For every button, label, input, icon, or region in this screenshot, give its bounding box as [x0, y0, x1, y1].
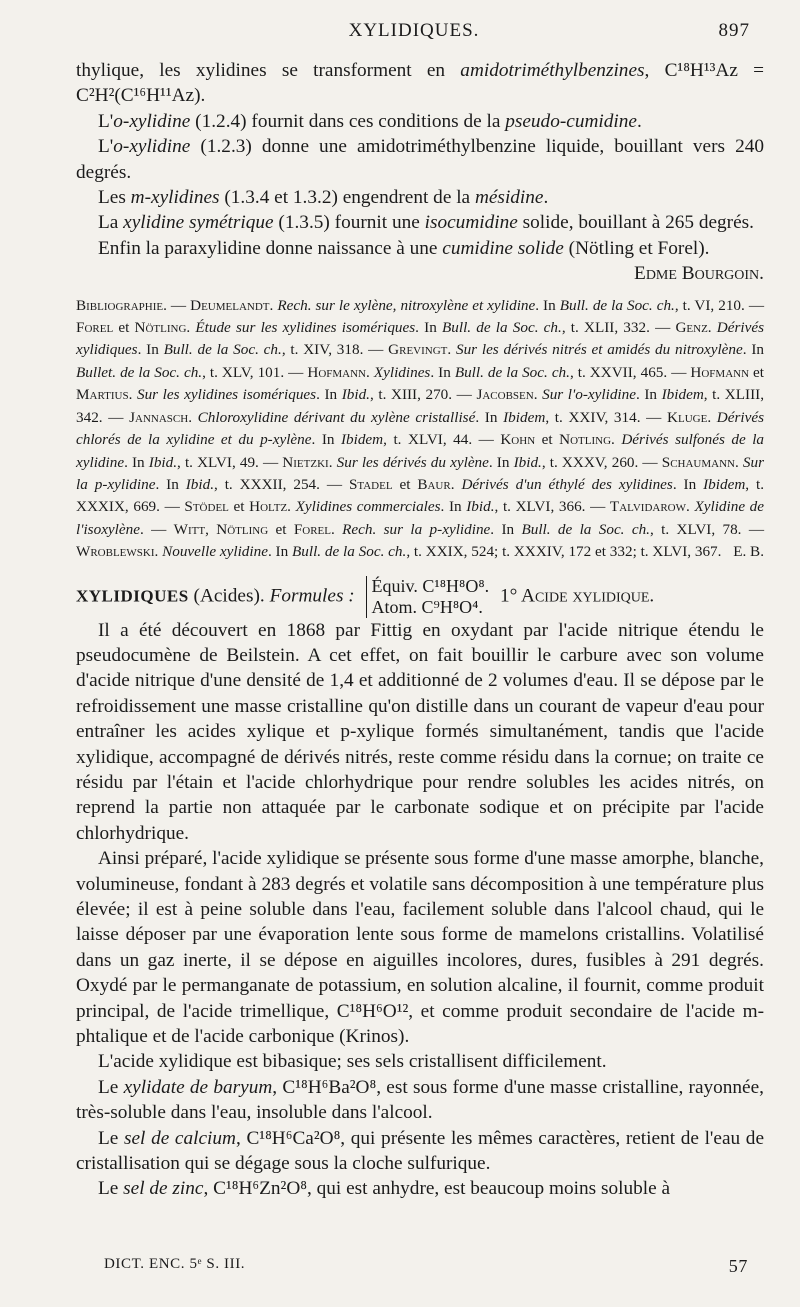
paragraph: Les m-xylidines (1.3.4 et 1.3.2) engendrent de la mésidine.: [98, 187, 549, 209]
footer-signature: DICT. ENC. 5ᵉ S. III.: [104, 1256, 246, 1272]
header-title: XYLIDIQUES.: [348, 20, 480, 41]
headword: XYLIDIQUES: [76, 585, 189, 605]
bibliography-initials: E. B.: [733, 543, 764, 561]
bibliography-label: Bibliographie.: [76, 296, 167, 314]
author-signature: Edme Bourgoin.: [634, 263, 764, 285]
paragraph: Enfin la paraxylidine donne naissance à une cumidine solide (Nötling et Forel).: [98, 237, 710, 259]
paragraph: La xylidine symétrique (1.3.5) fournit une isocumidine solide, bouillant à 265 degrés.: [98, 212, 754, 234]
paragraph: Il a été découvert en 1868 par Fittig en oxydant par l'acide nitrique étendu le pseudocumène de Beilstein. A cet effet, on fait bouillir le carbure avec son volume d'acide nitrique d'une densité de 1,4 et additionné de 2 volumes d'eau. Il se dépose par le refroidissement une masse cristalline qu'on distille dans un courant de vapeur d'eau pour entraîner les acides xylique et p-xylique formés simultanément, tandis que l'acide xylidique, accompagné de dérivés nitrés, reste comme résidu dans la cornue; on traite ce résidu par l'étain et l'acide chlorhydrique pour rendre solubles les acides nitrés, on reprend la partie non attaquée par le carbonate sodique et on précipite par l'acide chlorhydrique.: [76, 619, 764, 844]
bibliography: Bibliographie. — Deumelandt. Rech. sur le xylène, nitroxylène et xylidine. In Bull. de la Soc. ch., t. VI, 210. — Forel et Nötling. Étude sur les xylidines isomériques. In Bull. de la Soc. ch., t. XLII, 332. — Genz. Dérivés xylidiques. In Bull. de la Soc. ch., t. XIV, 318. — Grevingt. Sur les dérivés nitrés et amidés du nitroxylène. In Bullet. de la Soc. ch., t. XLV, 101. — Hofmann. Xylidines. In Bull. de la Soc. ch., t. XXVII, 465. — Hofmann et Martius. Sur les xylidines isomériques. In Ibid., t. XIII, 270. — Jacobsen. Sur l'o-xylidine. In Ibidem, t. XLIII, 342. — Jannasch. Chloroxylidine dérivant du xylène cristallisé. In Ibidem, t. XXIV, 314. — Kluge. Dérivés chlorés de la xylidine et du p-xylène. In Ibidem, t. XLVI, 44. — Kohn et Notling. Dérivés sulfonés de la xylidine. In Ibid., t. XLVI, 49. — Nietzki. Sur les dérivés du xylène. In Ibid., t. XXXV, 260. — Schaumann. Sur la p-xylidine. In Ibid., t. XXXII, 254. — Stadel et Baur. Dérivés d'un éthylé des xylidines. In Ibidem, t. XXXIX, 669. — Stödel et Holtz. Xylidines commerciales. In Ibid., t. XLVI, 366. — Talvidarow. Xylidine de l'isoxylène. — Witt, Nötling et Forel. Rech. sur la p-xylidine. In Bull. de la Soc. ch., t. XLVI, 78. — Wroblewski. Nouvelle xylidine. In Bull. de la Soc. ch., t. XXIX, 524; t. XXXIV, 172 et 332; t. XLVI, 367. E. B.: [76, 295, 764, 564]
formula-equiv: Équiv. C¹⁸H⁸O⁸.: [371, 575, 490, 596]
paragraph: thylique, les xylidines se transforment en amidotriméthylbenzines, C¹⁸H¹³Az = C²H²(C¹⁶H¹¹Az).: [76, 60, 765, 107]
paragraph: Le sel de calcium, C¹⁸H⁶Ca²O⁸, qui présente les mêmes caractères, retient de l'eau de cristallisation qui se dégage sous la cloche sulfurique.: [76, 1127, 765, 1175]
body-text: [76, 58, 764, 1202]
footer-sheet-number: 57: [728, 1256, 748, 1276]
paragraph: L'o-xylidine (1.2.4) fournit dans ces conditions de la pseudo-cumidine.: [98, 110, 642, 132]
paragraph: Le sel de zinc, C¹⁸H⁶Zn²O⁸, qui est anhydre, est beaucoup moins soluble à: [98, 1178, 671, 1200]
paragraph: L'acide xylidique est bibasique; ses sels cristallisent difficilement.: [98, 1051, 607, 1073]
section-title: 1° Acide xylidique.: [499, 584, 655, 606]
paragraph: L'o-xylidine (1.2.3) donne une amidotriméthylbenzine liquide, bouillant vers 240 degrés.: [76, 136, 764, 183]
page-footer: [104, 1256, 748, 1276]
article-heading: XYLIDIQUES (Acides). Formules : Équiv. C¹⁸H⁸O⁸. Atom. C⁹H⁸O⁴. 1° Acide xylidique.: [76, 575, 655, 617]
formula-atom: Atom. C⁹H⁸O⁴.: [371, 596, 483, 617]
formula-brace: [366, 576, 490, 618]
paragraph: Ainsi préparé, l'acide xylidique se présente sous forme d'une masse amorphe, blanche, volumineuse, fondant à 283 degrés et volatile sans décomposition à une température plus élevée; il est à peine soluble dans l'eau, facilement soluble dans l'alcool chaud, qui le laisse déposer par une évaporation lente sous forme de mamelons cristallins. Volatilisé dans un gaz inerte, il se dépose en aiguilles incolores, dures, fusibles à 291 degrés. Oxydé par le permanganate de potassium, en solution alcaline, il fournit, comme produit principal, de l'acide trimellique, C¹⁸H⁶O¹², et comme produit secondaire de l'acide m-phtalique et de l'acide carbonique (Krinos).: [76, 848, 764, 1048]
running-header: [78, 20, 750, 46]
paragraph: Le xylidate de baryum, C¹⁸H⁶Ba²O⁸, est sous forme d'une masse cristalline, rayonnée, très-soluble dans l'eau, insoluble dans l'alcool.: [76, 1076, 764, 1124]
page-number: 897: [718, 20, 750, 41]
